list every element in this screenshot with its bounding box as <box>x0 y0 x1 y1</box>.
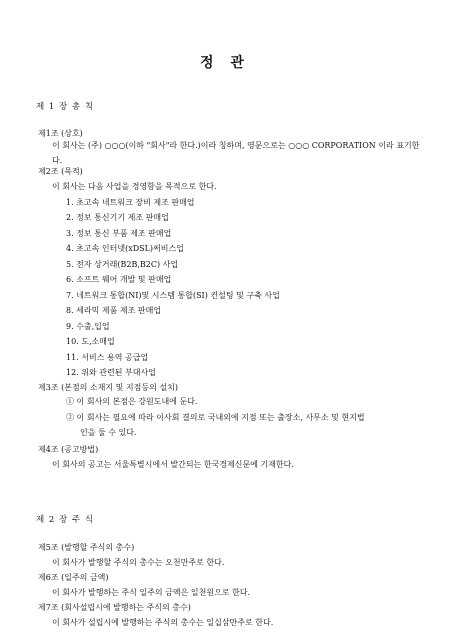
article-body: 이 회사가 발행하는 주식 일주의 금액은 일천원으로 한다. <box>52 588 251 597</box>
clause-text: 이 회사의 본점은 강원도내에 둔다. <box>76 397 198 406</box>
article-heading: 제1조 (상호) <box>38 129 83 138</box>
article-body: 이 회사의 공고는 서울특별시에서 발간되는 한국경제신문에 기재한다. <box>52 460 294 469</box>
article-heading: 제2조 (목적) <box>38 167 83 176</box>
clause-number: ② <box>66 413 74 422</box>
clause-text: 이 회사는 필요에 따라 이사회 결의로 국내외에 지점 또는 출장소, 사무소 및 현지법 <box>76 413 365 422</box>
list-item: 8. 세라믹 제품 제조 판매업 <box>66 306 162 315</box>
article-body: 이 회사는 다음 사업을 경영함을 목적으로 한다. <box>52 182 217 191</box>
article-heading: 제3조 (본점의 소재지 및 지점등의 설치) <box>38 383 178 392</box>
list-item: 1. 초고속 네트워크 장비 제조 판매업 <box>66 198 195 207</box>
article-body: 이 회사가 발행할 주식의 총수는 오천만주로 한다. <box>52 558 225 567</box>
document-title: 정 관 <box>200 55 250 71</box>
list-item: 10. 도,소매업 <box>66 337 115 346</box>
clause-text-continued: 인을 둘 수 있다. <box>80 428 137 437</box>
list-item: 12. 위와 관련된 부대사업 <box>66 368 156 377</box>
article-heading: 제5조 (발행할 주식의 총수) <box>38 543 135 552</box>
list-item: 4. 초고속 인터넷(xDSL)써비스업 <box>66 244 184 253</box>
article-body: 이 회사가 설립시에 발행하는 주식의 총수는 일십삼만주로 한다. <box>52 618 274 627</box>
list-item: 7. 네트워크 통합(NI)및 시스템 통합(SI) 컨설팅 및 구축 사업 <box>66 291 280 300</box>
clause-number: ① <box>66 397 74 406</box>
chapter-heading: 제 1 장 총 칙 <box>36 102 94 112</box>
list-item: 11. 서비스 용역 공급업 <box>66 353 149 362</box>
list-item: 2. 정보 통신기기 제조 판매업 <box>66 213 169 222</box>
article-heading: 제7조 (회사설립시에 발행하는 주식의 총수) <box>38 603 191 612</box>
list-item: 3. 정보 통신 부품 제조 판매업 <box>66 229 172 238</box>
list-item: 6. 소프트 웨어 개발 및 판매업 <box>66 275 172 284</box>
article-body: 이 회사는 (주) ○○○(이하 "회사"라 한다.)이라 칭하며, 영문으로는 ○○○ CORPORATION 이라 표기한다. <box>52 141 420 165</box>
list-item: 9. 수출,입업 <box>66 322 110 331</box>
article-heading: 제6조 (일주의 금액) <box>38 573 109 582</box>
list-item: 5. 전자 상거래(B2B,B2C) 사업 <box>66 260 179 269</box>
article-heading: 제4조 (공고방법) <box>38 445 99 454</box>
numbered-clause <box>66 410 422 440</box>
numbered-clause <box>66 394 422 409</box>
chapter-heading: 제 2 장 주 식 <box>36 515 94 525</box>
